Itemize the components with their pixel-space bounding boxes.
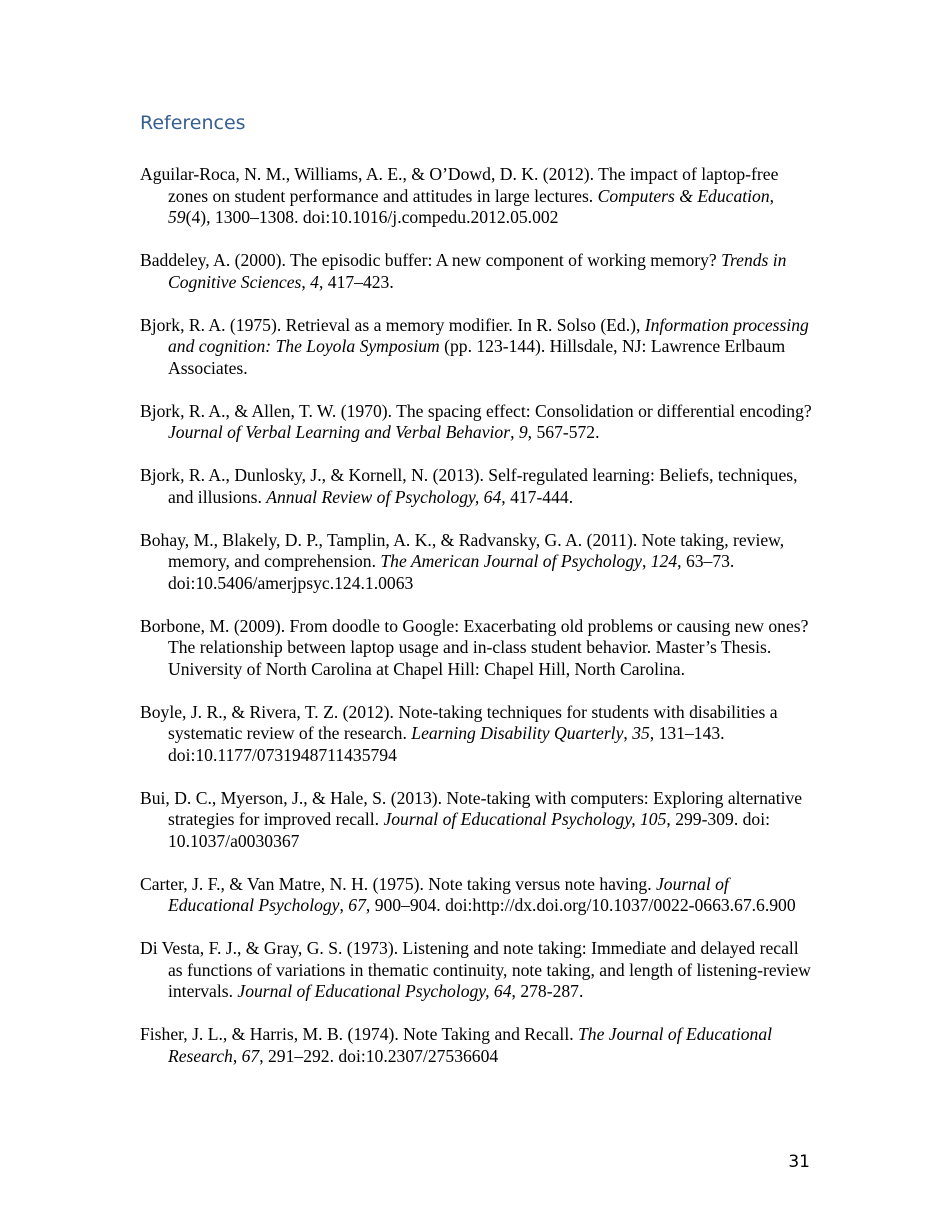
- reference-italic-text: 4: [310, 271, 319, 292]
- reference-italic-text: 67: [348, 895, 366, 915]
- reference-text: Di Vesta, F. J., & Gray, G. S. (1973). Listening and note taking: Immediate and delayed recall as functions of variations in thematic continuity, note taking, and length of listening-review intervals.: [140, 938, 811, 1001]
- reference-text: , 63–73. doi:10.5406/amerjpsyc.124.1.0063: [168, 551, 735, 593]
- reference-text: Borbone, M. (2009). From doodle to Google: Exacerbating old problems or causing new ones? The relationship between laptop usage and in-class student behavior. Master’s Thesis. University of North Carolina at Chapel Hill: Chapel Hill, North Carolina.: [140, 615, 809, 679]
- reference-list: [140, 164, 812, 1089]
- reference-text: ,: [301, 271, 311, 292]
- reference-text: ,: [623, 723, 633, 743]
- reference-entry: [140, 315, 812, 380]
- reference-text: Baddeley, A. (2000). The episodic buffer: A new component of working memory?: [140, 250, 722, 270]
- reference-entry: [140, 530, 812, 595]
- reference-italic-text: 124: [650, 551, 678, 571]
- reference-italic-text: Journal of Educational Psychology, 64: [237, 981, 512, 1001]
- section-heading: References: [140, 112, 246, 134]
- page-number: 31: [788, 1152, 810, 1172]
- reference-italic-text: Computers & Education: [597, 185, 770, 206]
- reference-italic-text: Trends in Cognitive Sciences: [168, 250, 787, 292]
- reference-entry: [140, 401, 812, 444]
- reference-text: Fisher, J. L., & Harris, M. B. (1974). Note Taking and Recall.: [140, 1024, 579, 1044]
- reference-italic-text: Learning Disability Quarterly: [411, 723, 624, 743]
- reference-entry: [140, 874, 812, 917]
- reference-text: Boyle, J. R., & Rivera, T. Z. (2012). Note-taking techniques for students with disabilities a systematic review of the research.: [140, 701, 778, 743]
- reference-italic-text: 67: [241, 1045, 260, 1066]
- reference-italic-text: Journal of Verbal Learning and Verbal Behavior: [168, 422, 511, 442]
- reference-italic-text: Journal of Educational Psychology: [168, 873, 729, 915]
- reference-text: Bjork, R. A., & Allen, T. W. (1970). The spacing effect: Consolidation or differential encoding?: [140, 400, 812, 421]
- reference-italic-text: 59: [168, 207, 186, 227]
- reference-text: (4), 1300–1308. doi:10.1016/j.compedu.2012.05.002: [185, 207, 559, 227]
- reference-text: Carter, J. F., & Van Matre, N. H. (1975). Note taking versus note having.: [140, 873, 656, 894]
- reference-entry: [140, 164, 812, 229]
- reference-italic-text: The Journal of Educational Research: [168, 1024, 773, 1066]
- reference-text: ,: [232, 1045, 242, 1066]
- reference-text: , 299-309. doi: 10.1037/a0030367: [168, 809, 770, 851]
- reference-text: , 567-572.: [527, 422, 600, 442]
- reference-entry: [140, 1024, 812, 1067]
- reference-entry: [140, 616, 812, 681]
- reference-italic-text: 9: [518, 422, 528, 442]
- reference-text: , 900–904. doi:http://dx.doi.org/10.1037/0022-0663.67.6.900: [365, 895, 796, 915]
- reference-entry: [140, 250, 812, 293]
- reference-italic-text: The American Journal of Psychology: [380, 551, 642, 571]
- reference-italic-text: Journal of Educational Psychology, 105: [383, 809, 667, 829]
- reference-text: , 417–423.: [318, 271, 394, 292]
- reference-text: (pp. 123-144). Hillsdale, NJ: Lawrence Erlbaum Associates.: [168, 336, 786, 378]
- reference-text: ,: [641, 551, 651, 571]
- reference-italic-text: 35: [632, 723, 650, 743]
- reference-entry: [140, 788, 812, 853]
- reference-entry: [140, 702, 812, 767]
- reference-text: ,: [339, 895, 349, 915]
- reference-text: ,: [510, 422, 519, 442]
- reference-text: Bjork, R. A., Dunlosky, J., & Kornell, N. (2013). Self-regulated learning: Beliefs, techniques, and illusions.: [140, 465, 798, 507]
- reference-text: Bui, D. C., Myerson, J., & Hale, S. (2013). Note-taking with computers: Exploring alternative strategies for improved recall.: [140, 787, 803, 829]
- reference-text: , 291–292. doi:10.2307/27536604: [259, 1045, 499, 1066]
- reference-text: Bjork, R. A. (1975). Retrieval as a memory modifier. In R. Solso (Ed.),: [140, 314, 645, 335]
- reference-text: , 131–143. doi:10.1177/0731948711435794: [168, 723, 725, 765]
- reference-italic-text: Information processing and cognition: The Loyola Symposium: [168, 314, 809, 356]
- reference-text: , 278-287.: [511, 981, 584, 1001]
- reference-italic-text: Annual Review of Psychology, 64: [266, 486, 502, 507]
- reference-entry: [140, 465, 812, 508]
- reference-text: ,: [769, 185, 775, 206]
- reference-text: , 417-444.: [501, 486, 574, 507]
- reference-text: Aguilar-Roca, N. M., Williams, A. E., & O’Dowd, D. K. (2012). The impact of laptop-free zones on student performance and attitudes in large lectures.: [140, 164, 779, 206]
- reference-text: Bohay, M., Blakely, D. P., Tamplin, A. K., & Radvansky, G. A. (2011). Note taking, review, memory, and comprehension.: [140, 529, 785, 571]
- reference-entry: [140, 938, 812, 1003]
